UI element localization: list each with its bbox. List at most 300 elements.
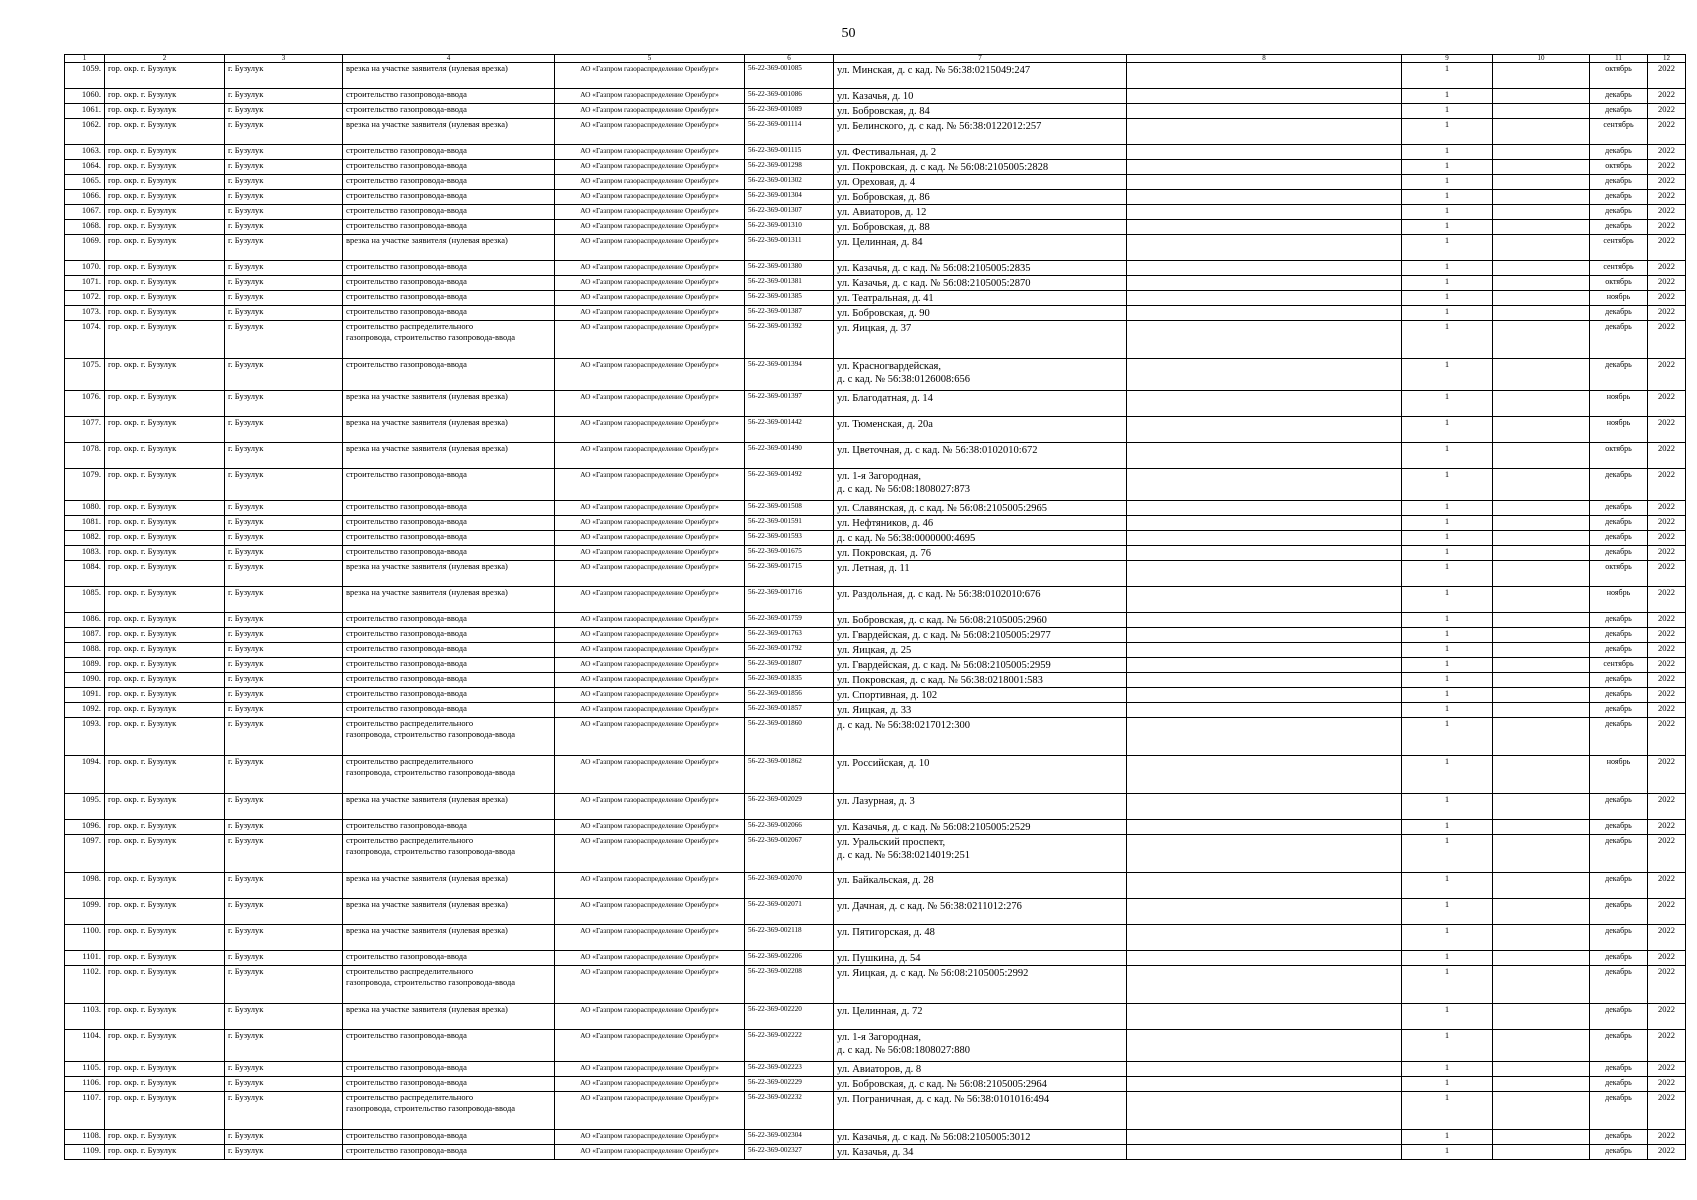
work-type-cell: строительство газопровода-ввода xyxy=(343,359,555,391)
column-10-cell xyxy=(1493,899,1590,925)
column-numbers-row xyxy=(65,55,1686,63)
district-cell: гор. окр. г. Бузулук xyxy=(105,145,225,160)
month-cell: декабрь xyxy=(1590,306,1648,321)
city-cell: г. Бузулук xyxy=(225,119,343,145)
city-cell: г. Бузулук xyxy=(225,220,343,235)
row-number: 1065. xyxy=(65,175,105,190)
row-number: 1070. xyxy=(65,261,105,276)
month-cell: декабрь xyxy=(1590,359,1648,391)
month-cell: декабрь xyxy=(1590,835,1648,873)
row-number: 1084. xyxy=(65,561,105,587)
contract-number-cell: 56-22-369-001085 xyxy=(745,63,834,89)
year-cell: 2022 xyxy=(1648,1130,1686,1145)
quantity-cell: 1 xyxy=(1402,835,1493,873)
table-row xyxy=(65,703,1686,718)
district-cell: гор. окр. г. Бузулук xyxy=(105,276,225,291)
work-type-cell: строительство газопровода-ввода xyxy=(343,220,555,235)
district-cell: гор. окр. г. Бузулук xyxy=(105,628,225,643)
column-8-cell xyxy=(1127,1145,1402,1160)
contract-number-cell: 56-22-369-001304 xyxy=(745,190,834,205)
city-cell: г. Бузулук xyxy=(225,925,343,951)
table-row xyxy=(65,261,1686,276)
district-cell: гор. окр. г. Бузулук xyxy=(105,469,225,501)
organization-cell: АО «Газпром газораспределение Оренбург» xyxy=(555,546,745,561)
organization-cell: АО «Газпром газораспределение Оренбург» xyxy=(555,703,745,718)
column-10-cell xyxy=(1493,873,1590,899)
quantity-cell: 1 xyxy=(1402,359,1493,391)
row-number: 1059. xyxy=(65,63,105,89)
quantity-cell: 1 xyxy=(1402,658,1493,673)
table-row xyxy=(65,1145,1686,1160)
column-10-cell xyxy=(1493,306,1590,321)
month-cell: декабрь xyxy=(1590,531,1648,546)
contract-number-cell: 56-22-369-001115 xyxy=(745,145,834,160)
month-cell: декабрь xyxy=(1590,925,1648,951)
column-10-cell xyxy=(1493,321,1590,359)
contract-number-cell: 56-22-369-002222 xyxy=(745,1030,834,1062)
column-10-cell xyxy=(1493,205,1590,220)
year-cell: 2022 xyxy=(1648,359,1686,391)
column-10-cell xyxy=(1493,794,1590,820)
month-cell: декабрь xyxy=(1590,794,1648,820)
table-row xyxy=(65,899,1686,925)
district-cell: гор. окр. г. Бузулук xyxy=(105,359,225,391)
address-cell: ул. Казачья, д. с кад. № 56:08:2105005:2529 xyxy=(834,820,1127,835)
month-cell: декабрь xyxy=(1590,89,1648,104)
row-number: 1107. xyxy=(65,1092,105,1130)
district-cell: гор. окр. г. Бузулук xyxy=(105,925,225,951)
column-10-cell xyxy=(1493,501,1590,516)
year-cell: 2022 xyxy=(1648,835,1686,873)
row-number: 1082. xyxy=(65,531,105,546)
row-number: 1067. xyxy=(65,205,105,220)
month-cell: сентябрь xyxy=(1590,261,1648,276)
column-8-cell xyxy=(1127,820,1402,835)
row-number: 1108. xyxy=(65,1130,105,1145)
year-cell: 2022 xyxy=(1648,119,1686,145)
column-10-cell xyxy=(1493,703,1590,718)
year-cell: 2022 xyxy=(1648,291,1686,306)
city-cell: г. Бузулук xyxy=(225,469,343,501)
organization-cell: АО «Газпром газораспределение Оренбург» xyxy=(555,417,745,443)
column-8-cell xyxy=(1127,190,1402,205)
column-8-cell xyxy=(1127,688,1402,703)
column-8-cell xyxy=(1127,1004,1402,1030)
contract-number-cell: 56-22-369-002070 xyxy=(745,873,834,899)
row-number: 1101. xyxy=(65,951,105,966)
year-cell: 2022 xyxy=(1648,820,1686,835)
address-cell: ул. Байкальская, д. 28 xyxy=(834,873,1127,899)
work-type-cell: строительство газопровода-ввода xyxy=(343,276,555,291)
work-type-cell: врезка на участке заявителя (нулевая врезка) xyxy=(343,925,555,951)
quantity-cell: 1 xyxy=(1402,175,1493,190)
table-row xyxy=(65,835,1686,873)
city-cell: г. Бузулук xyxy=(225,835,343,873)
month-cell: декабрь xyxy=(1590,718,1648,756)
contract-number-cell: 56-22-369-001311 xyxy=(745,235,834,261)
year-cell: 2022 xyxy=(1648,873,1686,899)
work-type-cell: врезка на участке заявителя (нулевая врезка) xyxy=(343,443,555,469)
month-cell: декабрь xyxy=(1590,516,1648,531)
year-cell: 2022 xyxy=(1648,205,1686,220)
city-cell: г. Бузулук xyxy=(225,516,343,531)
city-cell: г. Бузулук xyxy=(225,63,343,89)
table-row xyxy=(65,613,1686,628)
city-cell: г. Бузулук xyxy=(225,531,343,546)
column-10-cell xyxy=(1493,587,1590,613)
table-row xyxy=(65,718,1686,756)
quantity-cell: 1 xyxy=(1402,673,1493,688)
district-cell: гор. окр. г. Бузулук xyxy=(105,175,225,190)
quantity-cell: 1 xyxy=(1402,1004,1493,1030)
district-cell: гор. окр. г. Бузулук xyxy=(105,321,225,359)
city-cell: г. Бузулук xyxy=(225,587,343,613)
column-10-cell xyxy=(1493,63,1590,89)
quantity-cell: 1 xyxy=(1402,628,1493,643)
address-cell: ул. Яицкая, д. с кад. № 56:08:2105005:2992 xyxy=(834,966,1127,1004)
row-number: 1079. xyxy=(65,469,105,501)
quantity-cell: 1 xyxy=(1402,235,1493,261)
row-number: 1099. xyxy=(65,899,105,925)
year-cell: 2022 xyxy=(1648,794,1686,820)
column-number: 5 xyxy=(555,55,745,63)
month-cell: декабрь xyxy=(1590,1077,1648,1092)
year-cell: 2022 xyxy=(1648,561,1686,587)
column-8-cell xyxy=(1127,531,1402,546)
contract-number-cell: 56-22-369-001298 xyxy=(745,160,834,175)
month-cell: декабрь xyxy=(1590,469,1648,501)
work-type-cell: строительство газопровода-ввода xyxy=(343,516,555,531)
table-row xyxy=(65,587,1686,613)
quantity-cell: 1 xyxy=(1402,1092,1493,1130)
quantity-cell: 1 xyxy=(1402,925,1493,951)
month-cell: декабрь xyxy=(1590,190,1648,205)
column-10-cell xyxy=(1493,1062,1590,1077)
table-row xyxy=(65,794,1686,820)
quantity-cell: 1 xyxy=(1402,613,1493,628)
quantity-cell: 1 xyxy=(1402,1145,1493,1160)
row-number: 1068. xyxy=(65,220,105,235)
month-cell: декабрь xyxy=(1590,501,1648,516)
city-cell: г. Бузулук xyxy=(225,951,343,966)
work-type-cell: строительство распределительного газопровода, строительство газопровода-ввода xyxy=(343,756,555,794)
row-number: 1109. xyxy=(65,1145,105,1160)
district-cell: гор. окр. г. Бузулук xyxy=(105,516,225,531)
address-cell: ул. Бобровская, д. с кад. № 56:08:2105005:2960 xyxy=(834,613,1127,628)
table-row xyxy=(65,104,1686,119)
quantity-cell: 1 xyxy=(1402,1130,1493,1145)
column-10-cell xyxy=(1493,1130,1590,1145)
table-row xyxy=(65,391,1686,417)
work-type-cell: строительство газопровода-ввода xyxy=(343,160,555,175)
column-8-cell xyxy=(1127,235,1402,261)
row-number: 1091. xyxy=(65,688,105,703)
work-type-cell: строительство газопровода-ввода xyxy=(343,703,555,718)
city-cell: г. Бузулук xyxy=(225,190,343,205)
column-8-cell xyxy=(1127,359,1402,391)
contract-number-cell: 56-22-369-001394 xyxy=(745,359,834,391)
contract-number-cell: 56-22-369-002029 xyxy=(745,794,834,820)
row-number: 1083. xyxy=(65,546,105,561)
month-cell: декабрь xyxy=(1590,643,1648,658)
quantity-cell: 1 xyxy=(1402,546,1493,561)
organization-cell: АО «Газпром газораспределение Оренбург» xyxy=(555,873,745,899)
address-cell: ул. Казачья, д. с кад. № 56:08:2105005:3012 xyxy=(834,1130,1127,1145)
table-row xyxy=(65,276,1686,291)
column-10-cell xyxy=(1493,160,1590,175)
district-cell: гор. окр. г. Бузулук xyxy=(105,561,225,587)
column-8-cell xyxy=(1127,443,1402,469)
table-row xyxy=(65,175,1686,190)
contract-number-cell: 56-22-369-001397 xyxy=(745,391,834,417)
organization-cell: АО «Газпром газораспределение Оренбург» xyxy=(555,628,745,643)
month-cell: декабрь xyxy=(1590,673,1648,688)
row-number: 1092. xyxy=(65,703,105,718)
column-8-cell xyxy=(1127,587,1402,613)
city-cell: г. Бузулук xyxy=(225,756,343,794)
organization-cell: АО «Газпром газораспределение Оренбург» xyxy=(555,561,745,587)
city-cell: г. Бузулук xyxy=(225,235,343,261)
month-cell: октябрь xyxy=(1590,63,1648,89)
organization-cell: АО «Газпром газораспределение Оренбург» xyxy=(555,673,745,688)
year-cell: 2022 xyxy=(1648,587,1686,613)
address-cell: ул. Бобровская, д. 90 xyxy=(834,306,1127,321)
quantity-cell: 1 xyxy=(1402,794,1493,820)
work-type-cell: строительство газопровода-ввода xyxy=(343,306,555,321)
quantity-cell: 1 xyxy=(1402,261,1493,276)
organization-cell: АО «Газпром газораспределение Оренбург» xyxy=(555,443,745,469)
organization-cell: АО «Газпром газораспределение Оренбург» xyxy=(555,276,745,291)
organization-cell: АО «Газпром газораспределение Оренбург» xyxy=(555,1092,745,1130)
district-cell: гор. окр. г. Бузулук xyxy=(105,417,225,443)
column-10-cell xyxy=(1493,391,1590,417)
table-row xyxy=(65,688,1686,703)
column-8-cell xyxy=(1127,899,1402,925)
column-8-cell xyxy=(1127,1130,1402,1145)
column-8-cell xyxy=(1127,756,1402,794)
contract-number-cell: 56-22-369-001807 xyxy=(745,658,834,673)
quantity-cell: 1 xyxy=(1402,561,1493,587)
row-number: 1086. xyxy=(65,613,105,628)
contract-number-cell: 56-22-369-001380 xyxy=(745,261,834,276)
work-type-cell: врезка на участке заявителя (нулевая врезка) xyxy=(343,63,555,89)
work-type-cell: врезка на участке заявителя (нулевая врезка) xyxy=(343,899,555,925)
organization-cell: АО «Газпром газораспределение Оренбург» xyxy=(555,613,745,628)
district-cell: гор. окр. г. Бузулук xyxy=(105,794,225,820)
contract-number-cell: 56-22-369-001442 xyxy=(745,417,834,443)
month-cell: декабрь xyxy=(1590,546,1648,561)
work-type-cell: строительство газопровода-ввода xyxy=(343,628,555,643)
column-8-cell xyxy=(1127,966,1402,1004)
address-cell: д. с кад. № 56:38:0217012:300 xyxy=(834,718,1127,756)
row-number: 1081. xyxy=(65,516,105,531)
month-cell: декабрь xyxy=(1590,1092,1648,1130)
row-number: 1064. xyxy=(65,160,105,175)
month-cell: декабрь xyxy=(1590,703,1648,718)
year-cell: 2022 xyxy=(1648,1092,1686,1130)
month-cell: декабрь xyxy=(1590,951,1648,966)
quantity-cell: 1 xyxy=(1402,160,1493,175)
year-cell: 2022 xyxy=(1648,673,1686,688)
table-row xyxy=(65,321,1686,359)
month-cell: декабрь xyxy=(1590,628,1648,643)
work-type-cell: строительство распределительного газопровода, строительство газопровода-ввода xyxy=(343,966,555,1004)
contract-number-cell: 56-22-369-002220 xyxy=(745,1004,834,1030)
district-cell: гор. окр. г. Бузулук xyxy=(105,820,225,835)
year-cell: 2022 xyxy=(1648,175,1686,190)
table-row xyxy=(65,359,1686,391)
column-8-cell xyxy=(1127,658,1402,673)
address-cell: ул. Нефтяников, д. 46 xyxy=(834,516,1127,531)
year-cell: 2022 xyxy=(1648,190,1686,205)
month-cell: ноябрь xyxy=(1590,291,1648,306)
city-cell: г. Бузулук xyxy=(225,1004,343,1030)
organization-cell: АО «Газпром газораспределение Оренбург» xyxy=(555,1062,745,1077)
work-type-cell: строительство газопровода-ввода xyxy=(343,613,555,628)
column-8-cell xyxy=(1127,835,1402,873)
contract-number-cell: 56-22-369-001792 xyxy=(745,643,834,658)
city-cell: г. Бузулук xyxy=(225,291,343,306)
quantity-cell: 1 xyxy=(1402,190,1493,205)
district-cell: гор. окр. г. Бузулук xyxy=(105,531,225,546)
column-8-cell xyxy=(1127,417,1402,443)
address-cell: ул. Летная, д. 11 xyxy=(834,561,1127,587)
quantity-cell: 1 xyxy=(1402,104,1493,119)
district-cell: гор. окр. г. Бузулук xyxy=(105,688,225,703)
column-8-cell xyxy=(1127,1077,1402,1092)
row-number: 1061. xyxy=(65,104,105,119)
work-type-cell: строительство распределительного газопровода, строительство газопровода-ввода xyxy=(343,321,555,359)
table-row xyxy=(65,561,1686,587)
work-type-cell: строительство газопровода-ввода xyxy=(343,820,555,835)
year-cell: 2022 xyxy=(1648,469,1686,501)
district-cell: гор. окр. г. Бузулук xyxy=(105,291,225,306)
work-type-cell: строительство газопровода-ввода xyxy=(343,205,555,220)
contract-number-cell: 56-22-369-001675 xyxy=(745,546,834,561)
city-cell: г. Бузулук xyxy=(225,688,343,703)
organization-cell: АО «Газпром газораспределение Оренбург» xyxy=(555,501,745,516)
column-10-cell xyxy=(1493,531,1590,546)
district-cell: гор. окр. г. Бузулук xyxy=(105,89,225,104)
year-cell: 2022 xyxy=(1648,756,1686,794)
table-row xyxy=(65,119,1686,145)
quantity-cell: 1 xyxy=(1402,417,1493,443)
column-10-cell xyxy=(1493,469,1590,501)
address-cell: ул. Покровская, д. 76 xyxy=(834,546,1127,561)
work-type-cell: строительство газопровода-ввода xyxy=(343,190,555,205)
city-cell: г. Бузулук xyxy=(225,643,343,658)
column-8-cell xyxy=(1127,1092,1402,1130)
year-cell: 2022 xyxy=(1648,1030,1686,1062)
address-cell: ул. Пушкина, д. 54 xyxy=(834,951,1127,966)
table-row xyxy=(65,306,1686,321)
month-cell: декабрь xyxy=(1590,613,1648,628)
month-cell: декабрь xyxy=(1590,966,1648,1004)
year-cell: 2022 xyxy=(1648,1077,1686,1092)
column-10-cell xyxy=(1493,561,1590,587)
work-type-cell: строительство газопровода-ввода xyxy=(343,688,555,703)
table-row xyxy=(65,1130,1686,1145)
district-cell: гор. окр. г. Бузулук xyxy=(105,391,225,417)
row-number: 1076. xyxy=(65,391,105,417)
year-cell: 2022 xyxy=(1648,628,1686,643)
column-10-cell xyxy=(1493,276,1590,291)
address-cell: ул. Пограничная, д. с кад. № 56:38:0101016:494 xyxy=(834,1092,1127,1130)
organization-cell: АО «Газпром газораспределение Оренбург» xyxy=(555,104,745,119)
district-cell: гор. окр. г. Бузулук xyxy=(105,235,225,261)
row-number: 1075. xyxy=(65,359,105,391)
column-8-cell xyxy=(1127,469,1402,501)
table-row xyxy=(65,417,1686,443)
column-8-cell xyxy=(1127,516,1402,531)
quantity-cell: 1 xyxy=(1402,119,1493,145)
row-number: 1089. xyxy=(65,658,105,673)
quantity-cell: 1 xyxy=(1402,587,1493,613)
work-type-cell: врезка на участке заявителя (нулевая врезка) xyxy=(343,235,555,261)
column-8-cell xyxy=(1127,63,1402,89)
quantity-cell: 1 xyxy=(1402,306,1493,321)
column-8-cell xyxy=(1127,306,1402,321)
table-row xyxy=(65,190,1686,205)
year-cell: 2022 xyxy=(1648,688,1686,703)
district-cell: гор. окр. г. Бузулук xyxy=(105,160,225,175)
year-cell: 2022 xyxy=(1648,321,1686,359)
column-8-cell xyxy=(1127,718,1402,756)
city-cell: г. Бузулук xyxy=(225,658,343,673)
month-cell: ноябрь xyxy=(1590,391,1648,417)
month-cell: сентябрь xyxy=(1590,119,1648,145)
district-cell: гор. окр. г. Бузулук xyxy=(105,951,225,966)
row-number: 1102. xyxy=(65,966,105,1004)
row-number: 1077. xyxy=(65,417,105,443)
address-cell: ул. Покровская, д. с кад. № 56:38:0218001:583 xyxy=(834,673,1127,688)
address-cell: ул. Покровская, д. с кад. № 56:08:2105005:2828 xyxy=(834,160,1127,175)
column-10-cell xyxy=(1493,516,1590,531)
district-cell: гор. окр. г. Бузулук xyxy=(105,190,225,205)
row-number: 1104. xyxy=(65,1030,105,1062)
quantity-cell: 1 xyxy=(1402,1077,1493,1092)
column-10-cell xyxy=(1493,220,1590,235)
year-cell: 2022 xyxy=(1648,220,1686,235)
address-cell: ул. Фестивальная, д. 2 xyxy=(834,145,1127,160)
work-type-cell: строительство газопровода-ввода xyxy=(343,261,555,276)
organization-cell: АО «Газпром газораспределение Оренбург» xyxy=(555,688,745,703)
column-number: 3 xyxy=(225,55,343,63)
row-number: 1103. xyxy=(65,1004,105,1030)
organization-cell: АО «Газпром газораспределение Оренбург» xyxy=(555,951,745,966)
month-cell: сентябрь xyxy=(1590,235,1648,261)
work-type-cell: строительство газопровода-ввода xyxy=(343,145,555,160)
contract-number-cell: 56-22-369-001856 xyxy=(745,688,834,703)
organization-cell: АО «Газпром газораспределение Оренбург» xyxy=(555,175,745,190)
month-cell: декабрь xyxy=(1590,104,1648,119)
column-10-cell xyxy=(1493,1092,1590,1130)
organization-cell: АО «Газпром газораспределение Оренбург» xyxy=(555,190,745,205)
year-cell: 2022 xyxy=(1648,925,1686,951)
row-number: 1087. xyxy=(65,628,105,643)
column-10-cell xyxy=(1493,673,1590,688)
work-type-cell: строительство распределительного газопровода, строительство газопровода-ввода xyxy=(343,718,555,756)
year-cell: 2022 xyxy=(1648,501,1686,516)
column-8-cell xyxy=(1127,561,1402,587)
organization-cell: АО «Газпром газораспределение Оренбург» xyxy=(555,531,745,546)
year-cell: 2022 xyxy=(1648,1004,1686,1030)
city-cell: г. Бузулук xyxy=(225,718,343,756)
table-row xyxy=(65,1062,1686,1077)
city-cell: г. Бузулук xyxy=(225,673,343,688)
work-type-cell: строительство газопровода-ввода xyxy=(343,1145,555,1160)
work-type-cell: врезка на участке заявителя (нулевая врезка) xyxy=(343,391,555,417)
